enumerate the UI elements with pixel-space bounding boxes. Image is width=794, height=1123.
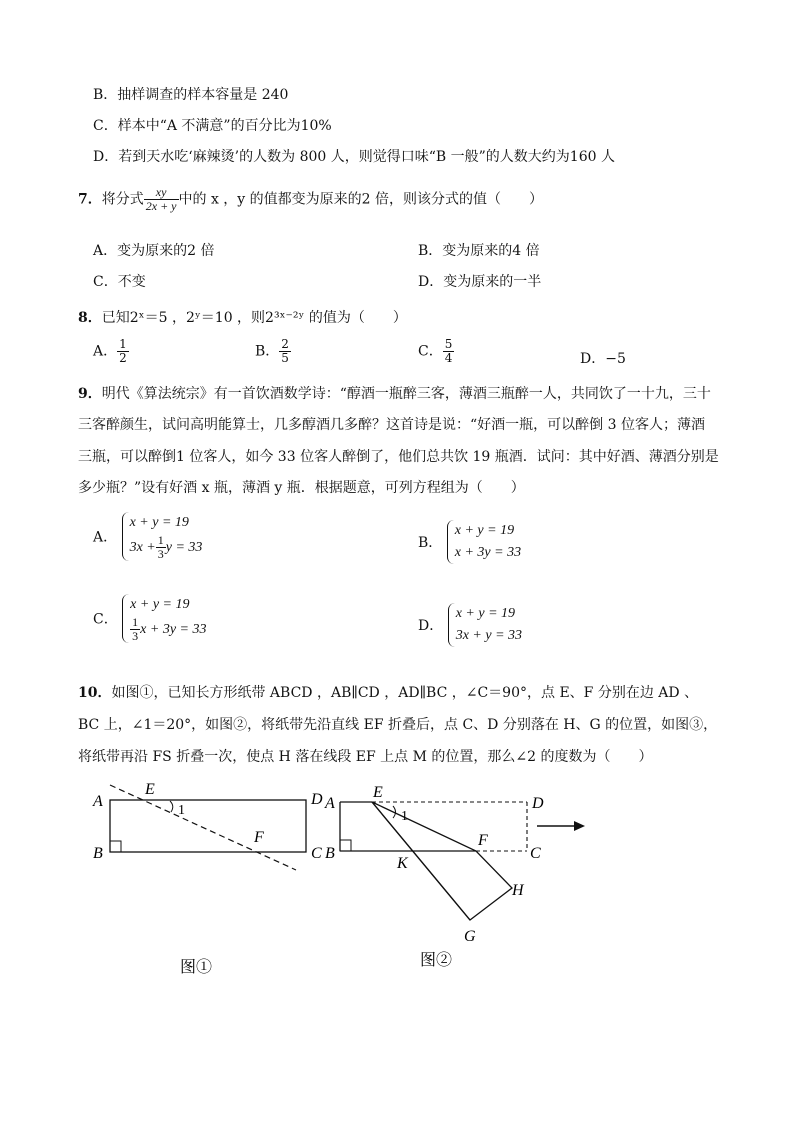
fig2-caption: 图② (420, 952, 453, 969)
q8-option-a-label: A． (93, 343, 118, 360)
q10-number: 10． (78, 685, 112, 701)
fig1-label-f: F (254, 829, 264, 846)
q9-a-eq1: x + y = 19 (129, 515, 189, 530)
q7-option-b: B．变为原来的4 倍 (418, 243, 540, 259)
q9-option-c-label: C． (93, 611, 118, 628)
q8-b-numerator: 2 (281, 337, 289, 351)
q9-line-2: 三客醉颜生，试问高明能算士，几多醇酒几多醉？这首诗是说：“好酒一瓶，可以醉倒 3 位客人；薄酒 (78, 417, 705, 433)
fig1-angle-arc (170, 801, 173, 812)
fig1-label-d: D (311, 791, 323, 808)
q6-option-b: B．抽样调查的样本容量是 240 (93, 87, 289, 103)
q9-option-d-label: D． (418, 618, 444, 634)
q8-stem-text: 已知2ˣ＝5 ，2ʸ＝10 ，则2³ˣ⁻²ʸ 的值为（ ） (101, 310, 407, 326)
fig1-rectangle (110, 800, 306, 852)
q9-d-eq1: x + y = 19 (455, 606, 516, 621)
q8-b-denominator: 5 (281, 351, 289, 366)
fig1-angle-label: 1 (178, 803, 185, 818)
q8-a-numerator: 1 (119, 337, 127, 351)
q9-line-1-text: 明代《算法统宗》有一首饮酒数学诗：“醇酒一瓶醉三客，薄酒三瓶醉一人，共同饮了一十九，三十 (101, 386, 711, 402)
fig1-label-a: A (93, 793, 103, 810)
q7-option-a: A．变为原来的2 倍 (93, 243, 215, 259)
q9-c-eq2-part2: x + 3y = 33 (140, 621, 207, 637)
fig2-label-c: C (530, 845, 541, 862)
q9-a-frac-num: 1 (157, 533, 164, 547)
fig1-label-b: B (93, 845, 103, 862)
q10-line-2: BC 上，∠1＝20°，如图②，将纸带先沿直线 EF 折叠后，点 C、D 分别落在 H、G 的位置，如图③， (78, 717, 718, 733)
fig2-label-g: G (464, 928, 476, 945)
q7-stem-post: 中的 x ，y 的值都变为原来的2 倍，则该分式的值（ ） (178, 191, 544, 208)
q8-a-denominator: 2 (119, 351, 127, 366)
fig2-right-angle-icon (340, 840, 351, 851)
fig2-label-f: F (478, 832, 488, 849)
q8-option-b-label: B． (255, 343, 280, 360)
q9-c-eq1: x + y = 19 (130, 597, 190, 612)
fig2-folded-part (372, 802, 512, 920)
q7-option-d: D．变为原来的一半 (418, 274, 542, 290)
q9-a-eq2-part2: y = 33 (165, 539, 203, 555)
q7-number: 7． (78, 191, 102, 208)
figure-1 (92, 781, 323, 976)
q9-c-frac-num: 1 (132, 615, 139, 629)
q8-c-numerator: 5 (444, 337, 453, 351)
q7-stem-pre: 将分式 (101, 191, 144, 208)
q8-c-denominator: 4 (444, 351, 453, 366)
q9-a-eq2-part1: 3x + (129, 539, 156, 555)
fig2-angle-label: 1 (401, 809, 408, 824)
q9-b-eq2: x + 3y = 33 (454, 545, 522, 560)
fig2-label-d: D (532, 795, 544, 812)
fig1-fold-line (110, 785, 296, 870)
fig1-label-c: C (311, 845, 322, 862)
q9-line-3: 三瓶，可以醉倒1 位客人，如今 33 位客人醉倒了，他们总共饮 19 瓶酒．试问：其中好酒、薄酒分别是 (78, 449, 719, 465)
q7-fraction-denominator: 2x + y (145, 199, 177, 214)
figure-2 (324, 784, 585, 969)
fig1-caption: 图① (180, 959, 213, 976)
q8-option-d: D．−5 (580, 351, 626, 367)
q8-number: 8． (78, 310, 102, 326)
q9-number: 9． (78, 386, 102, 402)
q10-line-1-text: 如图①，已知长方形纸带 ABCD ，AB∥CD ，AD∥BC ，∠C＝90°，点 E、F 分别在边 AD 、 (111, 685, 699, 701)
q9-option-b-label: B． (418, 535, 443, 551)
q9-c-frac-den: 3 (132, 629, 139, 644)
q9-option-a-label: A． (93, 529, 118, 546)
q9-line-4: 多少瓶？”设有好酒 x 瓶，薄酒 y 瓶．根据题意，可列方程组为（ ） (78, 480, 525, 496)
fig2-label-b: B (325, 845, 335, 862)
arrow-head-icon (574, 821, 585, 831)
q9-a-frac-den: 3 (157, 547, 164, 562)
q10-line-3: 将纸带再沿 FS 折叠一次，使点 H 落在线段 EF 上点 M 的位置，那么∠2 的度数为（ ） (78, 749, 653, 765)
fig1-label-e: E (145, 781, 155, 798)
q7-fraction-numerator: xy (144, 186, 179, 200)
q7-option-c: C．不变 (93, 274, 146, 290)
fig2-label-e: E (373, 784, 383, 801)
q9-b-eq1: x + y = 19 (454, 523, 515, 538)
fig2-label-a: A (325, 795, 335, 812)
fig2-fold-edge-eg (372, 802, 470, 920)
q9-d-eq2: 3x + y = 33 (455, 628, 523, 643)
fig2-label-k: K (397, 855, 408, 872)
fig2-label-h: H (512, 882, 524, 899)
q8-option-c-label: C． (418, 343, 443, 360)
q6-option-c: C．样本中“A 不满意”的百分比为10% (93, 118, 332, 134)
q6-option-d: D．若到天水吃‘麻辣烫’的人数为 800 人，则觉得口味“B 一般”的人数大约为160 人 (93, 149, 615, 165)
fig1-right-angle-icon (110, 841, 121, 852)
